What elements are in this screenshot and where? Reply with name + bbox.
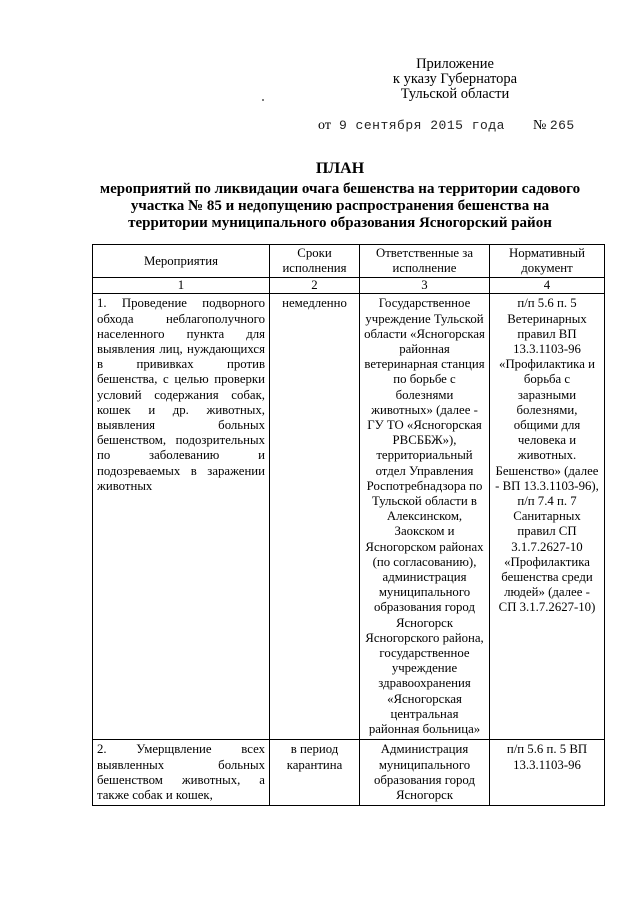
document-title <box>80 160 600 232</box>
appendix-block <box>375 57 535 102</box>
title-subtitle-line: территории муниципального образования Ясногорский район <box>128 215 552 231</box>
column-number: 4 <box>490 278 605 294</box>
column-number-row <box>93 278 605 294</box>
decree-prefix: от <box>318 118 331 133</box>
title-heading: ПЛАН <box>315 160 365 177</box>
column-number: 2 <box>270 278 360 294</box>
deadline-cell: в период карантина <box>270 740 360 806</box>
appendix-line: к указу Губернатора <box>392 71 518 87</box>
stray-dot <box>262 99 264 101</box>
table-header-row <box>93 245 605 278</box>
plan-table <box>92 244 605 806</box>
document-cell: п/п 5.6 п. 5 Ветеринарных правил ВП 13.3.1103-96 «Профилактика и борьба с заразными болезнями, общими для человека и животных. Бешенство» (далее - ВП 13.3.1103-96), п/п 7.4 п. 7 Санитарных правил СП 3.1.7.2627-10 «Профилактика бешенства среди людей» (далее - СП 3.1.7.2627-10) <box>490 294 605 740</box>
column-number: 1 <box>93 278 270 294</box>
decree-reference <box>318 118 575 134</box>
decree-number: 265 <box>549 118 575 133</box>
column-number: 3 <box>360 278 490 294</box>
responsible-cell: Государственное учреждение Тульской области «Ясногорская районная ветеринарная станция по борьбе с болезнями животных» (далее - ГУ ТО «Ясногорская РВСББЖ»), территориальный отдел Управления Роспотребнадзора по Тульской области в Алексинском, Заокском и Ясногорском районах (по согласованию), администрация муниципального образования город Ясногорск Ясногорского района, государственное учреждение здравоохранения «Ясногорская центральная районная больница» <box>360 294 490 740</box>
document-cell: п/п 5.6 п. 5 ВП 13.3.1103-96 <box>490 740 605 806</box>
measure-cell: 2. Умерщвление всех выявленных больных бешенством животных, а также собак и кошек, <box>93 740 270 806</box>
appendix-line: Тульской области <box>400 86 510 102</box>
header-deadline: Сроки исполнения <box>270 245 360 278</box>
decree-date: 9 сентября 2015 года <box>338 118 505 133</box>
header-document: Нормативный документ <box>490 245 605 278</box>
table-row <box>93 740 605 806</box>
header-measures: Мероприятия <box>93 245 270 278</box>
appendix-line: Приложение <box>416 56 494 72</box>
deadline-cell: немедленно <box>270 294 360 740</box>
title-subtitle-line: участка № 85 и недопущению распространения бешенства на <box>130 198 550 214</box>
table-row <box>93 294 605 740</box>
header-responsible: Ответственные за исполнение <box>360 245 490 278</box>
decree-number-sign: № <box>532 118 547 133</box>
responsible-cell: Администрация муниципального образования город Ясногорск <box>360 740 490 806</box>
measure-cell: 1. Проведение подворного обхода неблагополучного населенного пункта для выявления лиц, нуждающихся в прививках против бешенства, с целью проверки условий содержания собак, кошек и др. животных, выявления больных бешенством, подозрительных по заболеванию и подозреваемых в заражении животных <box>93 294 270 740</box>
title-subtitle-line: мероприятий по ликвидации очага бешенства на территории садового <box>99 181 581 197</box>
